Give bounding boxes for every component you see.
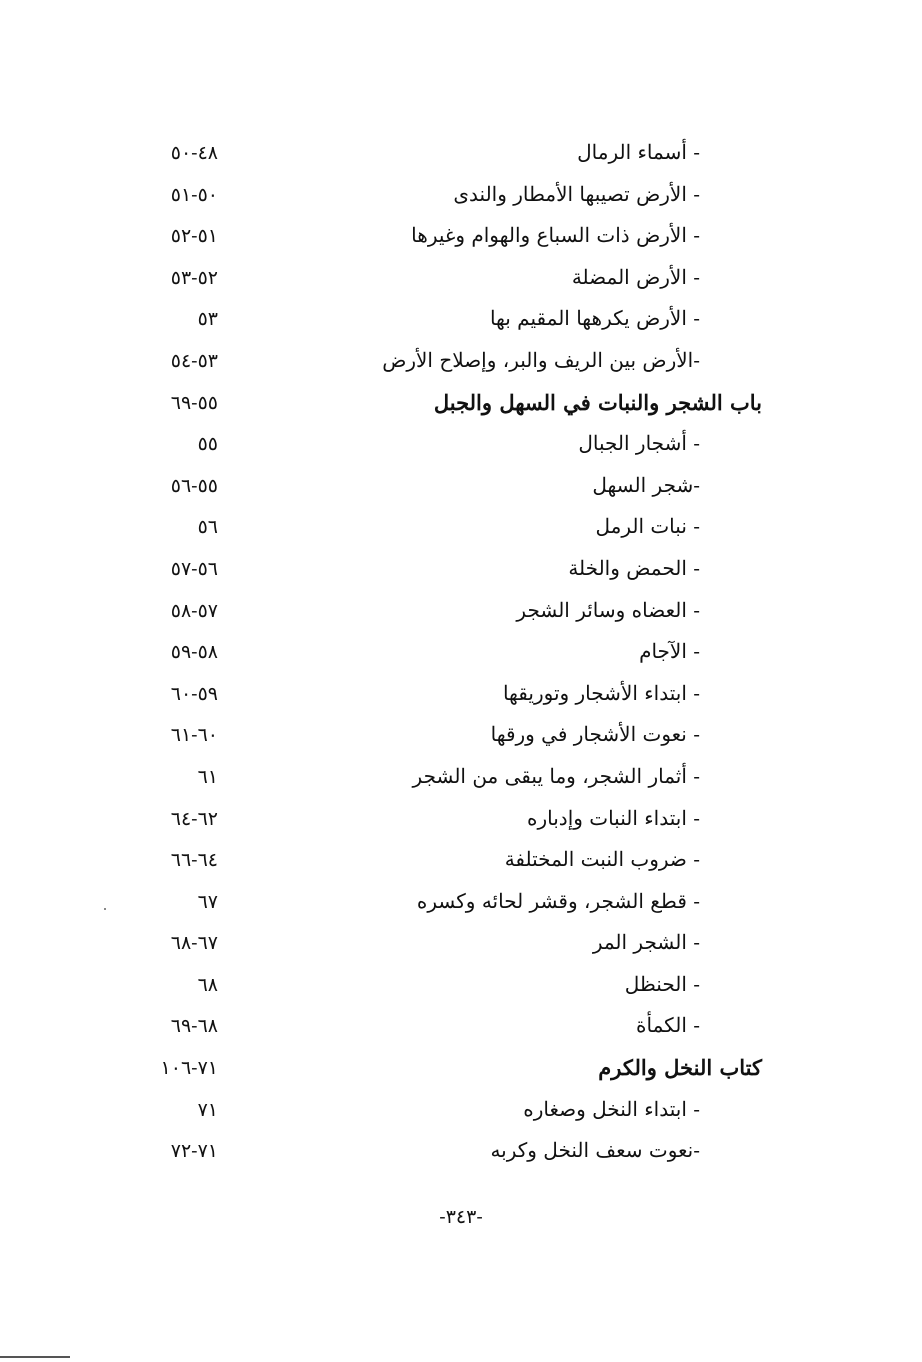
entry-title: - الحنظل — [624, 971, 700, 996]
page-range: ٥٥-٦٩ — [170, 391, 218, 414]
entry-title: - أثمار الشجر، وما يبقى من الشجر — [412, 763, 700, 788]
toc-entry-row — [0, 885, 922, 927]
toc-entry-row — [0, 344, 922, 386]
page-range: ٥٧-٥٨ — [170, 599, 218, 622]
entry-title: - ابتداء النبات وإدباره — [526, 805, 700, 830]
toc-entry-row — [0, 968, 922, 1010]
page-range: ٥٩-٦٠ — [170, 682, 218, 705]
page-range: ٦٧-٦٨ — [170, 932, 218, 955]
scan-speck — [104, 908, 106, 910]
entry-title: - الأرض ذات السباع والهوام وغيرها — [411, 223, 700, 248]
page-range: ٥٨-٥٩ — [170, 641, 218, 664]
page-number: -٣٤٣- — [439, 1206, 483, 1228]
toc-entry-row — [0, 1009, 922, 1051]
entry-title: - الأرض يكرهها المقيم بها — [489, 306, 700, 331]
page-range: ٥٦ — [197, 516, 218, 539]
chapter-heading: باب الشجر والنبات في السهل والجبل — [433, 389, 762, 415]
page-range: ٦٢-٦٤ — [170, 807, 218, 830]
page-range: ٦١ — [197, 765, 218, 788]
toc-entry-row — [0, 718, 922, 760]
page-range: ٧١ — [197, 1098, 218, 1121]
entry-title: -الأرض بين الريف والبر، وإصلاح الأرض — [382, 347, 700, 372]
page-range: ٤٨-٥٠ — [170, 142, 218, 164]
page-range: ٦٨ — [197, 973, 218, 996]
toc-entry-row — [0, 677, 922, 719]
toc-entry-row — [0, 843, 922, 885]
page-range: ٥٥-٥٦ — [170, 474, 218, 497]
entry-title: - الأرض المضلة — [571, 264, 700, 289]
page-range: ٦٧ — [197, 890, 218, 913]
page-range: ٥٢-٥٣ — [170, 266, 218, 289]
toc-entry-row — [0, 178, 922, 220]
table-of-contents — [0, 136, 922, 1176]
toc-entry-row — [0, 469, 922, 511]
entry-title: -نعوت سعف النخل وكربه — [490, 1138, 700, 1163]
entry-title: - ابتداء الأشجار وتوريقها — [502, 680, 700, 705]
entry-title: - أشجار الجبال — [578, 431, 700, 456]
page-range: ٧١-٧٢ — [170, 1140, 218, 1163]
entry-title: - ابتداء النخل وصغاره — [523, 1096, 700, 1121]
entry-title: -شجر السهل — [592, 472, 700, 497]
toc-chapter-row — [0, 386, 922, 428]
entry-title: - نعوت الأشجار في ورقها — [490, 722, 700, 747]
page-range: ٦٨-٦٩ — [170, 1015, 218, 1038]
entry-title: - الأرض تصيبها الأمطار والندى — [453, 181, 700, 206]
entry-title: - الحمض والخلة — [568, 555, 700, 580]
toc-entry-row — [0, 802, 922, 844]
page-range: ٦٠-٦١ — [170, 724, 218, 747]
toc-entry-row — [0, 219, 922, 261]
page-range: ٥٦-٥٧ — [170, 557, 218, 580]
toc-entry-row — [0, 1093, 922, 1135]
toc-entry-row — [0, 136, 922, 178]
toc-entry-row — [0, 1134, 922, 1176]
toc-entry-row — [0, 510, 922, 552]
scan-edge-line — [0, 1356, 70, 1358]
chapter-heading: كتاب النخل والكرم — [598, 1055, 762, 1081]
entry-title: - الشجر المر — [592, 930, 700, 955]
entry-title: - ضروب النبت المختلفة — [504, 847, 700, 872]
toc-entry-row — [0, 261, 922, 303]
toc-entry-row — [0, 926, 922, 968]
page-range: ٥٣-٥٤ — [170, 349, 218, 372]
page-range: ٧١-١٠٦ — [160, 1057, 218, 1080]
toc-entry-row — [0, 302, 922, 344]
entry-title: - أسماء الرمال — [577, 140, 700, 164]
page-range: ٥٣ — [197, 308, 218, 331]
page-range: ٥٠-٥١ — [170, 183, 218, 206]
entry-title: - نبات الرمل — [595, 514, 700, 539]
page-range: ٦٤-٦٦ — [170, 849, 218, 872]
entry-title: - الآجام — [639, 639, 700, 664]
entry-title: - قطع الشجر، وقشر لحائه وكسره — [416, 888, 700, 913]
toc-entry-row — [0, 552, 922, 594]
entry-title: - العضاه وسائر الشجر — [516, 597, 700, 622]
page-range: ٥٥ — [197, 433, 218, 456]
toc-entry-row — [0, 594, 922, 636]
toc-entry-row — [0, 635, 922, 677]
entry-title: - الكمأة — [636, 1013, 700, 1038]
toc-chapter-row — [0, 1051, 922, 1093]
toc-entry-row — [0, 760, 922, 802]
toc-entry-row — [0, 427, 922, 469]
page-range: ٥١-٥٢ — [170, 225, 218, 248]
